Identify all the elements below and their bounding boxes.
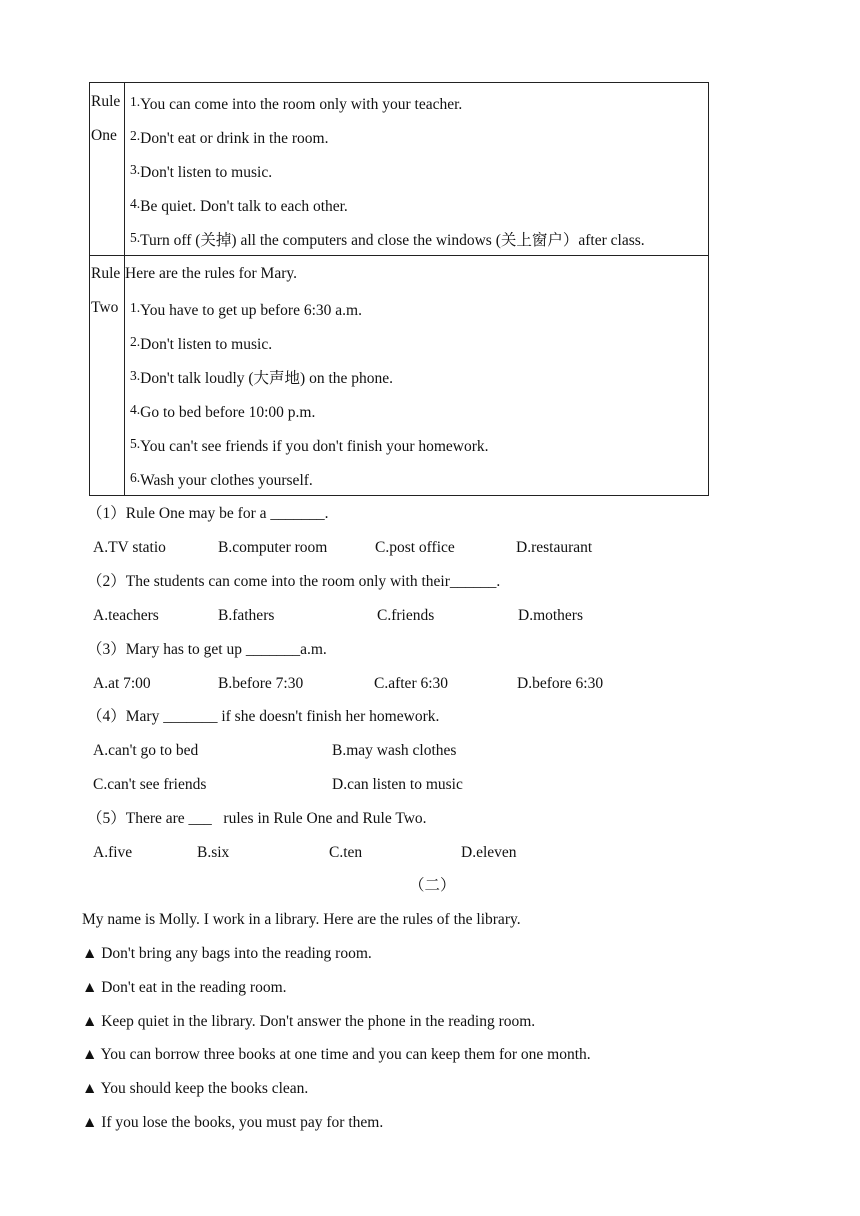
library-rule-text: You should keep the books clean.	[100, 1080, 309, 1097]
rule-two-item	[125, 393, 708, 427]
rule-text: Don't listen to music.	[140, 336, 273, 353]
rule-one-row	[90, 83, 709, 256]
rule-number: 4.	[130, 196, 141, 211]
q3-option-a: A.at 7:00	[93, 675, 151, 692]
rule-number: 5.	[130, 230, 141, 245]
rule-text: Don't eat or drink in the room.	[140, 130, 329, 147]
rule-two-label-cell	[90, 256, 125, 496]
rule-two-row	[90, 256, 709, 496]
rule-number: 4.	[130, 402, 141, 417]
rule-number: 2.	[130, 128, 141, 143]
library-rule-item	[82, 1045, 591, 1065]
rule-two-item	[125, 359, 708, 393]
q1-option-a: A.TV statio	[93, 539, 166, 556]
rule-one-item	[125, 85, 708, 119]
library-rule-text: Don't bring any bags into the reading room.	[101, 945, 372, 962]
rules-table	[89, 82, 709, 496]
library-rule-text: Keep quiet in the library. Don't answer the phone in the reading room.	[101, 1013, 536, 1030]
q3-option-b: B.before 7:30	[218, 675, 304, 692]
rule-two-item	[125, 427, 708, 461]
rule-number: 1.	[130, 94, 141, 109]
rule-text: Go to bed before 10:00 p.m.	[140, 404, 316, 421]
rule-number: 3.	[130, 162, 141, 177]
rule-one-item	[125, 187, 708, 221]
section-two-intro: My name is Molly. I work in a library. Here are the rules of the library.	[82, 911, 521, 928]
triangle-bullet-icon: ▲	[82, 1114, 98, 1131]
rule-number: 5.	[130, 436, 141, 451]
q1-option-d: D.restaurant	[516, 539, 593, 556]
q4-option-b: B.may wash clothes	[332, 742, 457, 759]
rule-text: Be quiet. Don't talk to each other.	[140, 198, 348, 215]
rule-text: You have to get up before 6:30 a.m.	[140, 302, 362, 319]
rule-one-item	[125, 153, 708, 187]
rule-two-intro: Here are the rules for Mary.	[125, 265, 297, 282]
q2-option-b: B.fathers	[218, 607, 275, 624]
q2-option-a: A.teachers	[93, 607, 159, 624]
rule-text: Turn off (关掉) all the computers and close the windows (关上窗户）after class.	[140, 232, 645, 249]
question-3-stem: （3）Mary has to get up _______a.m.	[87, 641, 327, 658]
library-rule-item	[82, 978, 287, 998]
rule-one-label-cell	[90, 83, 125, 256]
q5-option-d: D.eleven	[461, 844, 517, 861]
question-2-stem: （2）The students can come into the room only with their______.	[87, 573, 501, 590]
library-rule-item	[82, 944, 372, 964]
rule-one-item	[125, 221, 708, 255]
rule-text: Don't listen to music.	[140, 164, 273, 181]
rule-text: You can't see friends if you don't finish your homework.	[140, 438, 489, 455]
q1-option-c: C.post office	[375, 539, 455, 556]
q3-option-d: D.before 6:30	[517, 675, 604, 692]
q5-option-c: C.ten	[329, 844, 363, 861]
triangle-bullet-icon: ▲	[82, 979, 98, 996]
rule-number: 2.	[130, 334, 141, 349]
library-rule-text: Don't eat in the reading room.	[101, 979, 287, 996]
triangle-bullet-icon: ▲	[82, 1046, 98, 1063]
rule-two-label-line-1: Rule	[91, 265, 121, 282]
q4-option-c: C.can't see friends	[93, 776, 207, 793]
rule-two-label-line-2: Two	[91, 299, 119, 316]
rule-two-item	[125, 291, 708, 325]
rule-two-content-cell	[125, 256, 709, 496]
rule-number: 6.	[130, 470, 141, 485]
rule-one-item	[125, 119, 708, 153]
q2-option-c: C.friends	[377, 607, 435, 624]
rule-number: 1.	[130, 300, 141, 315]
section-two-heading: （二）	[409, 877, 456, 894]
rule-two-item	[125, 325, 708, 359]
q5-option-a: A.five	[93, 844, 133, 861]
library-rule-item	[82, 1079, 308, 1099]
q4-option-d: D.can listen to music	[332, 776, 463, 793]
rule-two-item	[125, 461, 708, 495]
rule-text: Wash your clothes yourself.	[140, 472, 313, 489]
library-rule-item	[82, 1012, 535, 1032]
rule-text: You can come into the room only with your teacher.	[140, 96, 463, 113]
rule-one-label-line-2: One	[91, 127, 117, 144]
q4-option-a: A.can't go to bed	[93, 742, 199, 759]
question-5-stem: （5）There are ___ rules in Rule One and Rule Two.	[87, 810, 427, 827]
q5-option-b: B.six	[197, 844, 230, 861]
rule-one-label-line-1: Rule	[91, 93, 121, 110]
library-rule-text: If you lose the books, you must pay for them.	[101, 1114, 384, 1131]
library-rule-text: You can borrow three books at one time and you can keep them for one month.	[100, 1046, 591, 1063]
triangle-bullet-icon: ▲	[82, 945, 98, 962]
triangle-bullet-icon: ▲	[82, 1080, 98, 1097]
q1-option-b: B.computer room	[218, 539, 328, 556]
question-4-stem: （4）Mary _______ if she doesn't finish her homework.	[87, 708, 440, 725]
q3-option-c: C.after 6:30	[374, 675, 449, 692]
rule-number: 3.	[130, 368, 141, 383]
rule-text: Don't talk loudly (大声地) on the phone.	[140, 370, 394, 387]
triangle-bullet-icon: ▲	[82, 1013, 98, 1030]
library-rule-item	[82, 1113, 383, 1133]
question-1-stem: （1）Rule One may be for a _______.	[87, 505, 329, 522]
rule-one-content-cell	[125, 83, 709, 256]
q2-option-d: D.mothers	[518, 607, 584, 624]
